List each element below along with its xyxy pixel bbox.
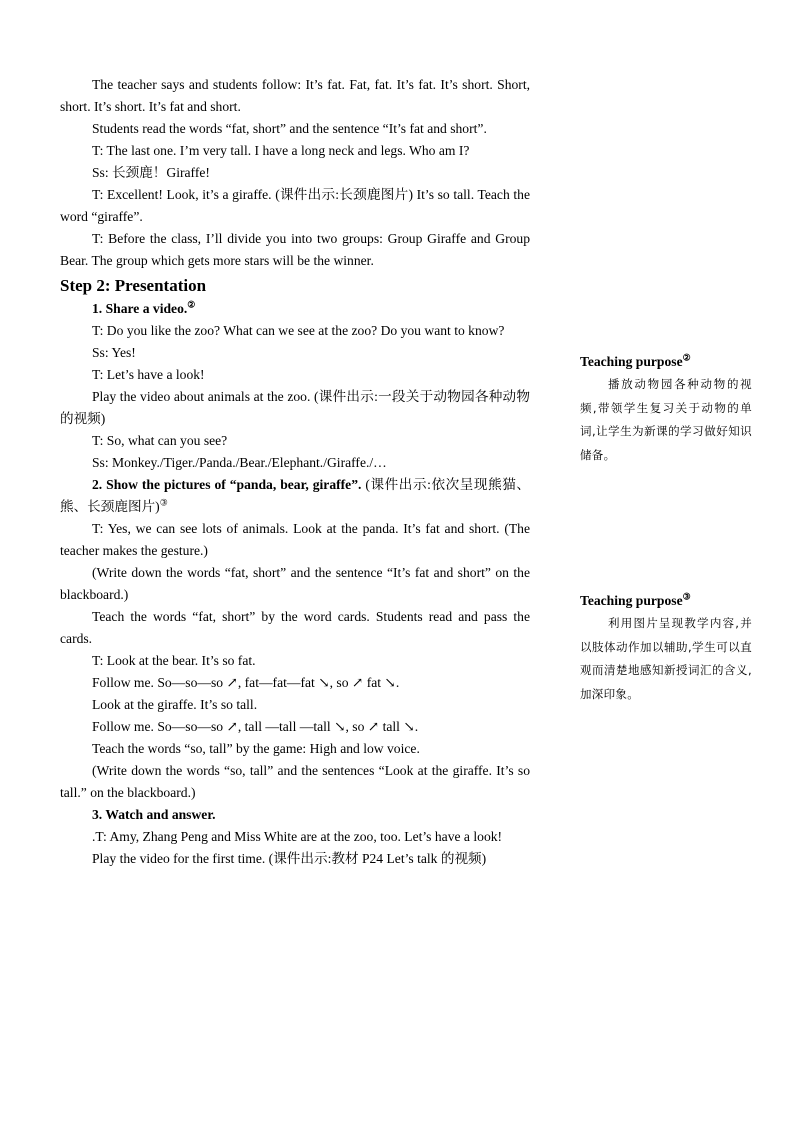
section-title-watch-answer: 3. Watch and answer. xyxy=(92,807,216,822)
note-title-text: Teaching purpose xyxy=(580,354,683,369)
footnote-mark: ③ xyxy=(159,497,168,508)
note-text: 利用图片呈现教学内容,并以肢体动作加以辅助,学生可以直观而清楚地感知新授词汇的含义,加深印象。 xyxy=(580,616,752,701)
section-title-text: 1. Share a video. xyxy=(92,301,188,316)
section-title-show-pictures xyxy=(60,474,530,518)
s1-paragraph-4: Play the video about animals at the zoo. (课件出示:一段关于动物园各种动物的视频) xyxy=(60,389,530,426)
s2-paragraph-5: Follow me. So—so—so ↗, fat—fat—fat ↘, so ↗ fat ↘. xyxy=(92,675,400,690)
footnote-mark: ② xyxy=(187,299,196,310)
intro-paragraph-5: T: Excellent! Look, it’s a giraffe. (课件出示:长颈鹿图片) It’s so tall. Teach the word “giraffe”. xyxy=(60,187,530,224)
s1-paragraph-6: Ss: Monkey./Tiger./Panda./Bear./Elephant./Giraffe./… xyxy=(92,455,387,470)
s1-paragraph-2: Ss: Yes! xyxy=(92,345,136,360)
intro-paragraph-2: Students read the words “fat, short” and the sentence “It’s fat and short”. xyxy=(92,121,487,136)
s2-paragraph-3: Teach the words “fat, short” by the word cards. Students read and pass the cards. xyxy=(60,609,530,646)
s1-paragraph-5: T: So, what can you see? xyxy=(92,433,228,448)
footnote-mark: ② xyxy=(682,352,691,363)
s2-paragraph-1: T: Yes, we can see lots of animals. Look at the panda. It’s fat and short. (The teacher makes the gesture.) xyxy=(60,521,530,558)
intro-paragraph-6: T: Before the class, I’ll divide you into two groups: Group Giraffe and Group Bear. The group which gets more stars will be the winner. xyxy=(60,231,530,268)
section-title-share-video xyxy=(60,298,530,320)
teaching-purpose-note-2 xyxy=(580,590,752,706)
teaching-purpose-note-1 xyxy=(580,351,752,467)
s2-paragraph-8: Teach the words “so, tall” by the game: High and low voice. xyxy=(92,741,420,756)
s1-paragraph-1: T: Do you like the zoo? What can we see at the zoo? Do you want to know? xyxy=(92,323,505,338)
s2-paragraph-6: Look at the giraffe. It’s so tall. xyxy=(92,697,258,712)
s2-paragraph-2: (Write down the words “fat, short” and the sentence “It’s fat and short” on the blackboard.) xyxy=(60,565,530,602)
section-title-cn: (课件出示:依次呈现熊猫、熊、长颈鹿图片) xyxy=(60,477,530,514)
intro-paragraph-1: The teacher says and students follow: It’s fat. Fat, fat. It’s fat. It’s short. Short, short. It’s short. It’s fat and short. xyxy=(60,77,530,114)
s2-paragraph-7: Follow me. So—so—so ↗, tall —tall —tall ↘, so ↗ tall ↘. xyxy=(92,719,419,734)
footnote-mark: ③ xyxy=(682,591,691,602)
note-title xyxy=(580,351,752,373)
step2-heading: Step 2: Presentation xyxy=(60,276,207,295)
section-title-text: 2. Show the pictures of “panda, bear, giraffe”. xyxy=(92,477,362,492)
note-text: 播放动物园各种动物的视频,带领学生复习关于动物的单词,让学生为新课的学习做好知识储备。 xyxy=(580,377,752,462)
intro-paragraph-3: T: The last one. I’m very tall. I have a long neck and legs. Who am I? xyxy=(92,143,470,158)
s3-paragraph-1: .T: Amy, Zhang Peng and Miss White are at the zoo, too. Let’s have a look! xyxy=(92,829,503,844)
s2-paragraph-9: (Write down the words “so, tall” and the sentences “Look at the giraffe. It’s so tall.” on the blackboard.) xyxy=(60,763,530,800)
note-title-text: Teaching purpose xyxy=(580,593,683,608)
s3-paragraph-2: Play the video for the first time. (课件出示:教材 P24 Let’s talk 的视频) xyxy=(92,851,487,866)
note-title xyxy=(580,590,752,612)
intro-paragraph-4: Ss: 长颈鹿！Giraffe! xyxy=(92,165,210,180)
lesson-body xyxy=(60,74,530,870)
s2-paragraph-4: T: Look at the bear. It’s so fat. xyxy=(92,653,256,668)
s1-paragraph-3: T: Let’s have a look! xyxy=(92,367,205,382)
